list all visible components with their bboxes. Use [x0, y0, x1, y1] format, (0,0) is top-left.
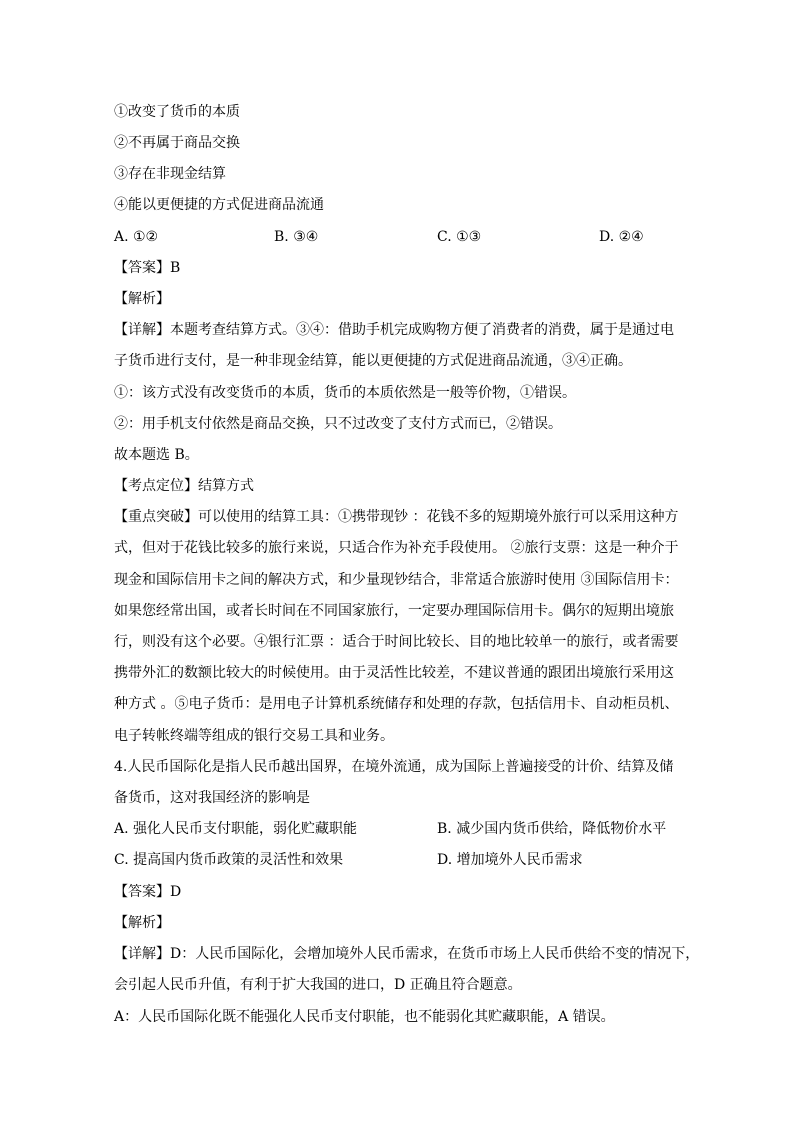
q3-tupo-line: 现金和国际信用卡之间的解决方式，和少量现钞结合，非常适合旅游时使用 ③国际信用卡：: [114, 572, 679, 588]
statement-2: ②不再属于商品交换: [114, 135, 240, 151]
q3-tupo-line: 如果您经常出国，或者长时间在不同国家旅行，一定要办理国际信用卡。偶尔的短期出境旅: [114, 603, 674, 619]
q4-option-d: D. 增加境外人民币需求: [437, 852, 583, 868]
q3-answer: 【答案】B: [114, 260, 181, 276]
q3-detail-line: ②：用手机支付依然是商品交换，只不过改变了支付方式而已，②错误。: [114, 416, 562, 432]
q3-tupo-line: 种方式 。⑤电子货币：是用电子计算机系统储存和处理的存款，包括信用卡、自动柜员机、: [114, 696, 679, 712]
q3-option-a: A. ①②: [114, 229, 159, 245]
q3-detail-line: 【详解】本题考查结算方式。③④：借助手机完成购物方便了消费者的消费，属于是通过电: [114, 322, 674, 338]
q3-option-b: B. ③④: [274, 229, 319, 245]
q4-stem-line: 备货币，这对我国经济的影响是: [114, 790, 310, 806]
q3-detail-line: 子货币进行支付，是一种非现金结算，能以更便捷的方式促进商品流通，③④正确。: [114, 353, 632, 369]
q4-option-c: C. 提高国内货币政策的灵活性和效果: [114, 852, 344, 868]
q3-tupo-line: 【重点突破】可以使用的结算工具：①携带现钞 ：花钱不多的短期境外旅行可以采用这种方: [114, 509, 679, 525]
statement-4: ④能以更便捷的方式促进商品流通: [114, 197, 324, 213]
q4-stem-line: 4.人民币国际化是指人民币越出国界，在境外流通，成为国际上普遍接受的计价、结算及储: [114, 759, 674, 775]
q3-option-d: D. ②④: [599, 229, 644, 245]
q4-option-b: B. 减少国内货币供给，降低物价水平: [437, 821, 667, 837]
q3-tupo-line: 电子转帐终端等组成的银行交易工具和业务。: [114, 728, 394, 744]
q3-tupo-line: 携带外汇的数额比较大的时候使用。由于灵活性比较差，不建议普通的跟团出境旅行采用这: [114, 665, 674, 681]
q4-option-a: A. 强化人民币支付职能，弱化贮藏职能: [114, 821, 358, 837]
q4-answer: 【答案】D: [114, 884, 182, 900]
q4-analysis-label: 【解析】: [114, 915, 170, 931]
q4-detail-line: 【详解】D：人民币国际化，会增加境外人民币需求，在货币市场上人民币供给不变的情况下，: [114, 946, 700, 962]
statement-1: ①改变了货币的本质: [114, 104, 240, 120]
q4-detail-line: A：人民币国际化既不能强化人民币支付职能，也不能弱化其贮藏职能，A 错误。: [114, 1009, 615, 1025]
q3-detail-line: ①：该方式没有改变货币的本质，货币的本质依然是一般等价物，①错误。: [114, 385, 576, 401]
statement-3: ③存在非现金结算: [114, 166, 226, 182]
q3-analysis-label: 【解析】: [114, 291, 170, 307]
q3-detail-line: 故本题选 B。: [114, 447, 199, 463]
q3-tupo-line: 式，但对于花钱比较多的旅行来说，只适合作为补充手段使用。 ②旅行支票：这是一种介于: [114, 540, 679, 556]
q3-kaodian: 【考点定位】结算方式: [114, 478, 254, 494]
q3-tupo-line: 行，则没有这个必要。④银行汇票 ：适合于时间比较长、目的地比较单一的旅行，或者需要: [114, 634, 679, 650]
q3-option-c: C. ①③: [437, 229, 482, 245]
q4-detail-line: 会引起人民币升值，有利于扩大我国的进口，D 正确且符合题意。: [114, 977, 522, 993]
